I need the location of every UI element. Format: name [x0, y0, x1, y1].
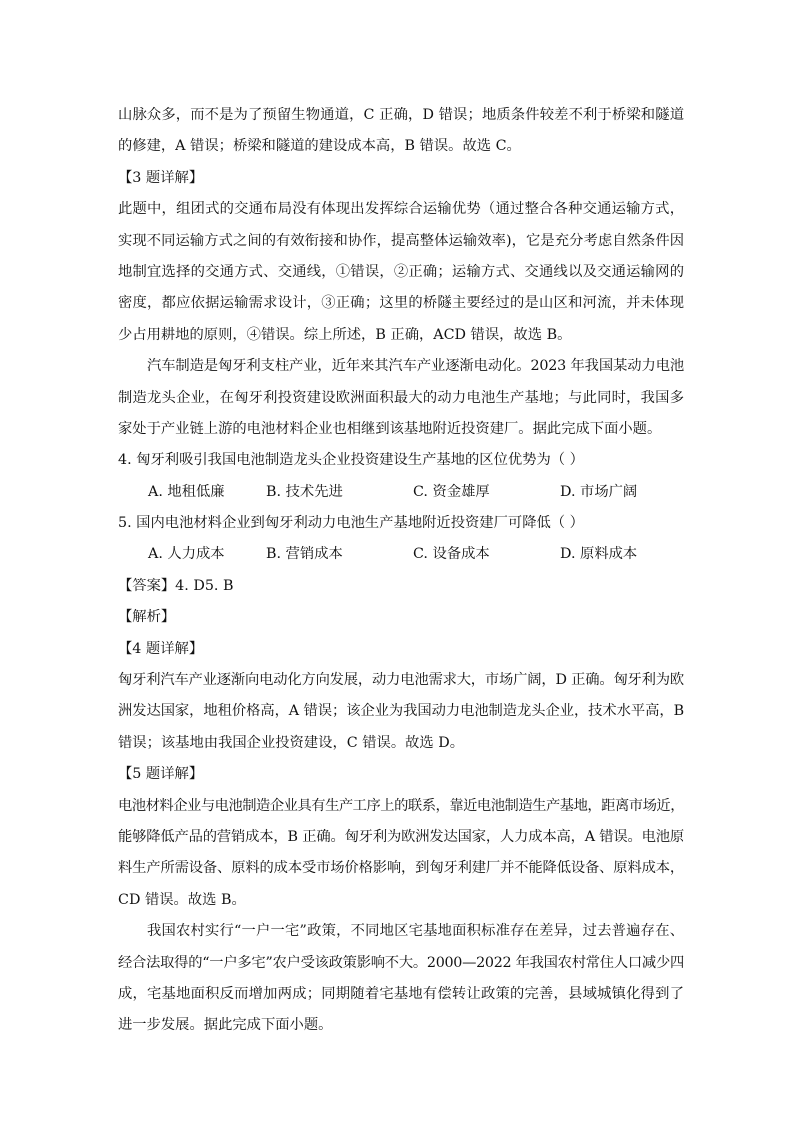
paragraph-line: 密度，都应依据运输需求设计，③正确；这里的桥隧主要经过的是山区和河流，并未体现 [118, 295, 684, 312]
option-a: A. 地租低廉 [148, 483, 225, 500]
option-d: D. 原料成本 [560, 546, 638, 563]
paragraph-line: 匈牙利汽车产业逐渐向电动化方向发展，动力电池需求大，市场广阔，D 正确。匈牙利为欧 [118, 672, 684, 689]
passage-line: 家处于产业链上游的电池材料企业也相继到该基地附近投资建厂。据此完成下面小题。 [118, 420, 662, 437]
option-b: B. 技术先进 [266, 483, 343, 500]
paragraph-line: 的修建，A 错误；桥梁和隧道的建设成本高，B 错误。故选 C。 [118, 138, 521, 155]
paragraph-line: 洲发达国家，地租价格高，A 错误；该企业为我国动力电池制造龙头企业，技术水平高，B [118, 703, 684, 720]
option-b: B. 营销成本 [266, 546, 343, 563]
question-4-stem: 4. 匈牙利吸引我国电池制造龙头企业投资建设生产基地的区位优势为（ ） [118, 452, 584, 469]
passage-line: 成，宅基地面积反而增加两成；同期随着宅基地有偿转让政策的完善，县域城镇化得到了 [118, 985, 684, 1002]
passage-line: 经合法取得的“一户多宅”农户受该政策影响不大。2000—2022 年我国农村常住人口减少四 [118, 954, 684, 971]
paragraph-line: 错误；该基地由我国企业投资建设，C 错误。故选 D。 [118, 734, 465, 751]
question-5-stem: 5. 国内电池材料企业到匈牙利动力电池生产基地附近投资建厂可降低（ ） [118, 515, 584, 532]
paragraph-line: CD 错误。故选 B。 [118, 891, 246, 908]
answer-line: 【答案】4. D5. B [118, 577, 234, 594]
option-c: C. 设备成本 [413, 546, 490, 563]
paragraph-line: 料生产所需设备、原料的成本受市场价格影响，到匈牙利建厂并不能降低设备、原料成本， [118, 860, 684, 877]
q5-detail-heading: 【5 题详解】 [118, 766, 204, 783]
question-4-options [118, 477, 684, 508]
paragraph-line: 此题中，组团式的交通布局没有体现出发挥综合运输优势（通过整合各种交通运输方式， [118, 201, 684, 218]
paragraph-line: 山脉众多，而不是为了预留生物通道，C 正确，D 错误；地质条件较差不利于桥梁和隧道 [118, 107, 684, 123]
q4-detail-heading: 【4 题详解】 [118, 640, 204, 657]
option-c: C. 资金雄厚 [413, 483, 490, 500]
option-a: A. 人力成本 [148, 546, 225, 563]
option-d: D. 市场广阔 [560, 483, 638, 500]
paragraph-line: 地制宜选择的交通方式、交通线，①错误，②正确；运输方式、交通线以及交通运输网的 [118, 263, 684, 280]
question-5-options [118, 539, 684, 570]
analysis-label: 【解析】 [118, 609, 176, 626]
passage-line: 我国农村实行“一户一宅”政策，不同地区宅基地面积标准存在差异，过去普遍存在、 [147, 923, 684, 940]
paragraph-line: 少占用耕地的原则，④错误。综上所述，B 正确，ACD 错误，故选 B。 [118, 326, 572, 343]
paragraph-line: 电池材料企业与电池制造企业具有生产工序上的联系，靠近电池制造生产基地，距离市场近， [118, 797, 684, 814]
paragraph-line: 能够降低产品的营销成本，B 正确。匈牙利为欧洲发达国家，人力成本高，A 错误。电池原 [118, 828, 684, 845]
passage-line: 制造龙头企业，在匈牙利投资建设欧洲面积最大的动力电池生产基地；与此同时，我国多 [118, 389, 684, 406]
passage-line: 汽车制造是匈牙利支柱产业，近年来其汽车产业逐渐电动化。2023 年我国某动力电池 [147, 358, 684, 375]
passage-line: 进一步发展。据此完成下面小题。 [118, 1017, 333, 1034]
page-content [118, 100, 684, 1042]
q3-detail-heading: 【3 题详解】 [118, 169, 204, 186]
paragraph-line: 实现不同运输方式之间的有效衔接和协作，提高整体运输效率)，它是充分考虑自然条件因 [118, 232, 684, 249]
